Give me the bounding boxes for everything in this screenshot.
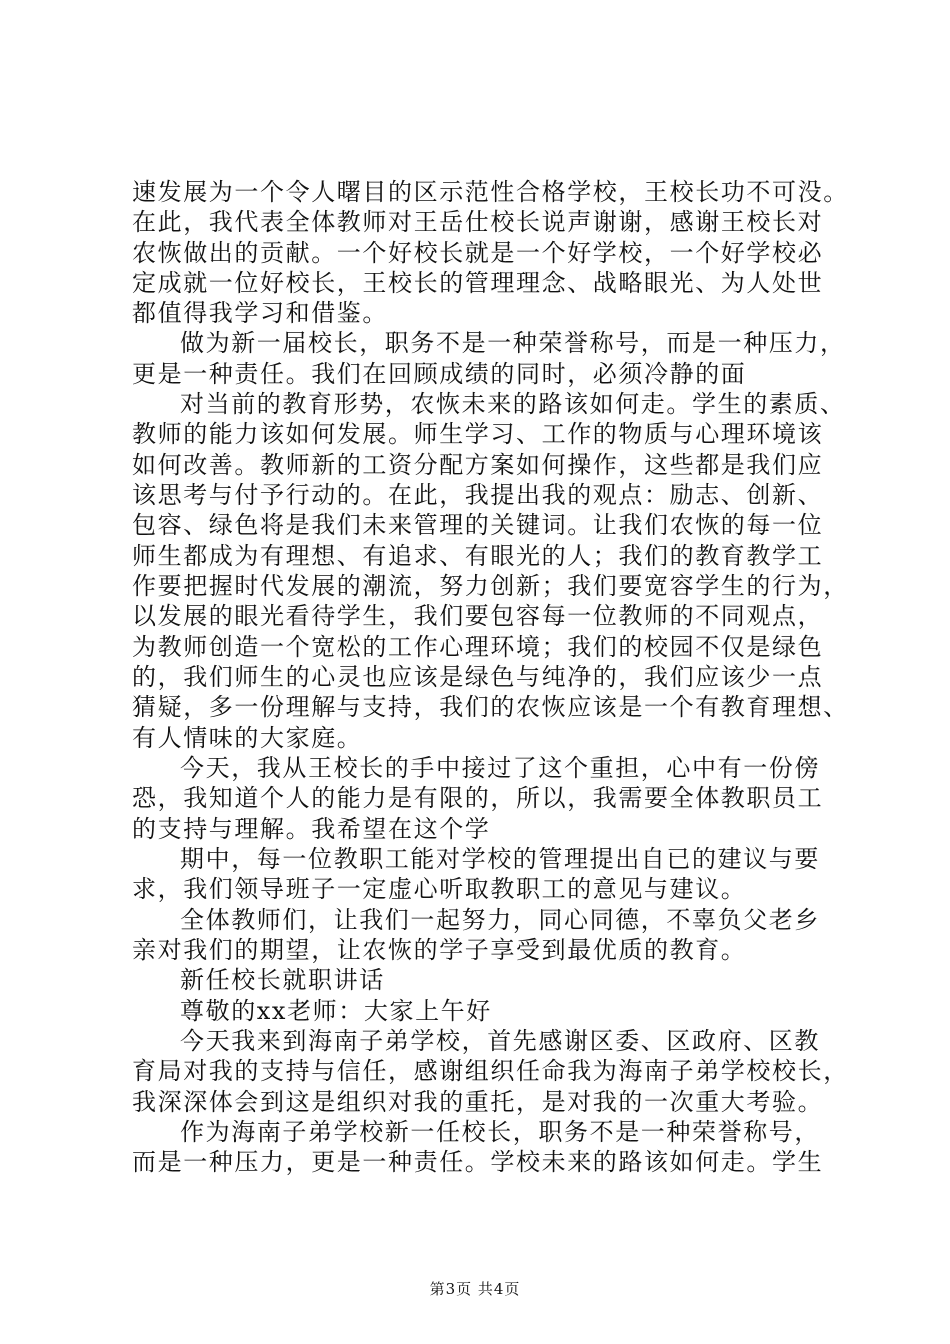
- body-text-line: 做为新一届校长，职务不是一种荣誉称号，而是一种压力，: [180, 329, 846, 357]
- body-text-line: 作为海南子弟学校新一任校长，职务不是一种荣誉称号，: [180, 1118, 820, 1146]
- body-text-line: 在此，我代表全体教师对王岳仕校长说声谢谢，感谢王校长对: [132, 208, 824, 236]
- body-text-line: 今天，我从王校长的手中接过了这个重担，心中有一份傍: [180, 754, 820, 782]
- body-text-line: 有人情味的大家庭。: [132, 724, 363, 752]
- body-text-line: 育局对我的支持与信任，感谢组织任命我为海南子弟学校校长，: [132, 1057, 849, 1085]
- body-text-line: 以发展的眼光看待学生，我们要包容每一位教师的不同观点，: [132, 602, 824, 630]
- body-text-line: 定成就一位好校长，王校长的管理理念、战略眼光、为人处世: [132, 269, 824, 297]
- body-text-line: 亲对我们的期望，让农恢的学子享受到最优质的教育。: [132, 936, 747, 964]
- body-text-line: 为教师创造一个宽松的工作心理环境；我们的校园不仅是绿色: [132, 633, 824, 661]
- body-text-line: 都值得我学习和借鉴。: [132, 299, 388, 327]
- body-text-line: 猜疑，多一份理解与支持，我们的农恢应该是一个有教育理想、: [132, 693, 849, 721]
- salutation-line: 尊敬的xx老师：大家上午好: [180, 997, 492, 1025]
- body-text-line: 如何改善。教师新的工资分配方案如何操作，这些都是我们应: [132, 451, 824, 479]
- body-text-line: 今天我来到海南子弟学校，首先感谢区委、区政府、区教: [180, 1027, 820, 1055]
- body-text-line: 该思考与付予行动的。在此，我提出我的观点：励志、创新、: [132, 481, 824, 509]
- body-text-line: 农恢做出的贡献。一个好校长就是一个好学校，一个好学校必: [132, 239, 824, 267]
- body-text-line: 期中，每一位教职工能对学校的管理提出自已的建议与要: [180, 845, 820, 873]
- body-text-line: 对当前的教育形势，农恢未来的路该如何走。学生的素质、: [180, 390, 846, 418]
- body-text-line: 恐，我知道个人的能力是有限的，所以，我需要全体教职员工: [132, 784, 824, 812]
- body-text-line: 速发展为一个令人曙目的区示范性合格学校，王校长功不可没。: [132, 178, 849, 206]
- body-text-line: 的，我们师生的心灵也应该是绿色与纯净的，我们应该少一点: [132, 663, 824, 691]
- body-text-line: 师生都成为有理想、有追求、有眼光的人；我们的教育教学工: [132, 542, 824, 570]
- body-text-line: 求，我们领导班子一定虚心听取教职工的意见与建议。: [132, 875, 747, 903]
- body-text-line: 作要把握时代发展的潮流，努力创新；我们要宽容学生的行为，: [132, 572, 849, 600]
- body-text-line: 我深深体会到这是组织对我的重托，是对我的一次重大考验。: [132, 1088, 824, 1116]
- body-text-line: 更是一种责任。我们在回顾成绩的同时，必须冷静的面: [132, 360, 747, 388]
- body-text-line: 的支持与理解。我希望在这个学: [132, 815, 491, 843]
- section-title: 新任校长就职讲话: [180, 966, 385, 994]
- body-text-line: 包容、绿色将是我们未来管理的关键词。让我们农恢的每一位: [132, 511, 824, 539]
- body-text-line: 教师的能力该如何发展。师生学习、工作的物质与心理环境该: [132, 420, 824, 448]
- page-number-footer: 第3页 共4页: [429, 1280, 521, 1298]
- body-text-line: 而是一种压力，更是一种责任。学校未来的路该如何走。学生: [132, 1148, 824, 1176]
- body-text-line: 全体教师们，让我们一起努力，同心同德，不辜负父老乡: [180, 906, 820, 934]
